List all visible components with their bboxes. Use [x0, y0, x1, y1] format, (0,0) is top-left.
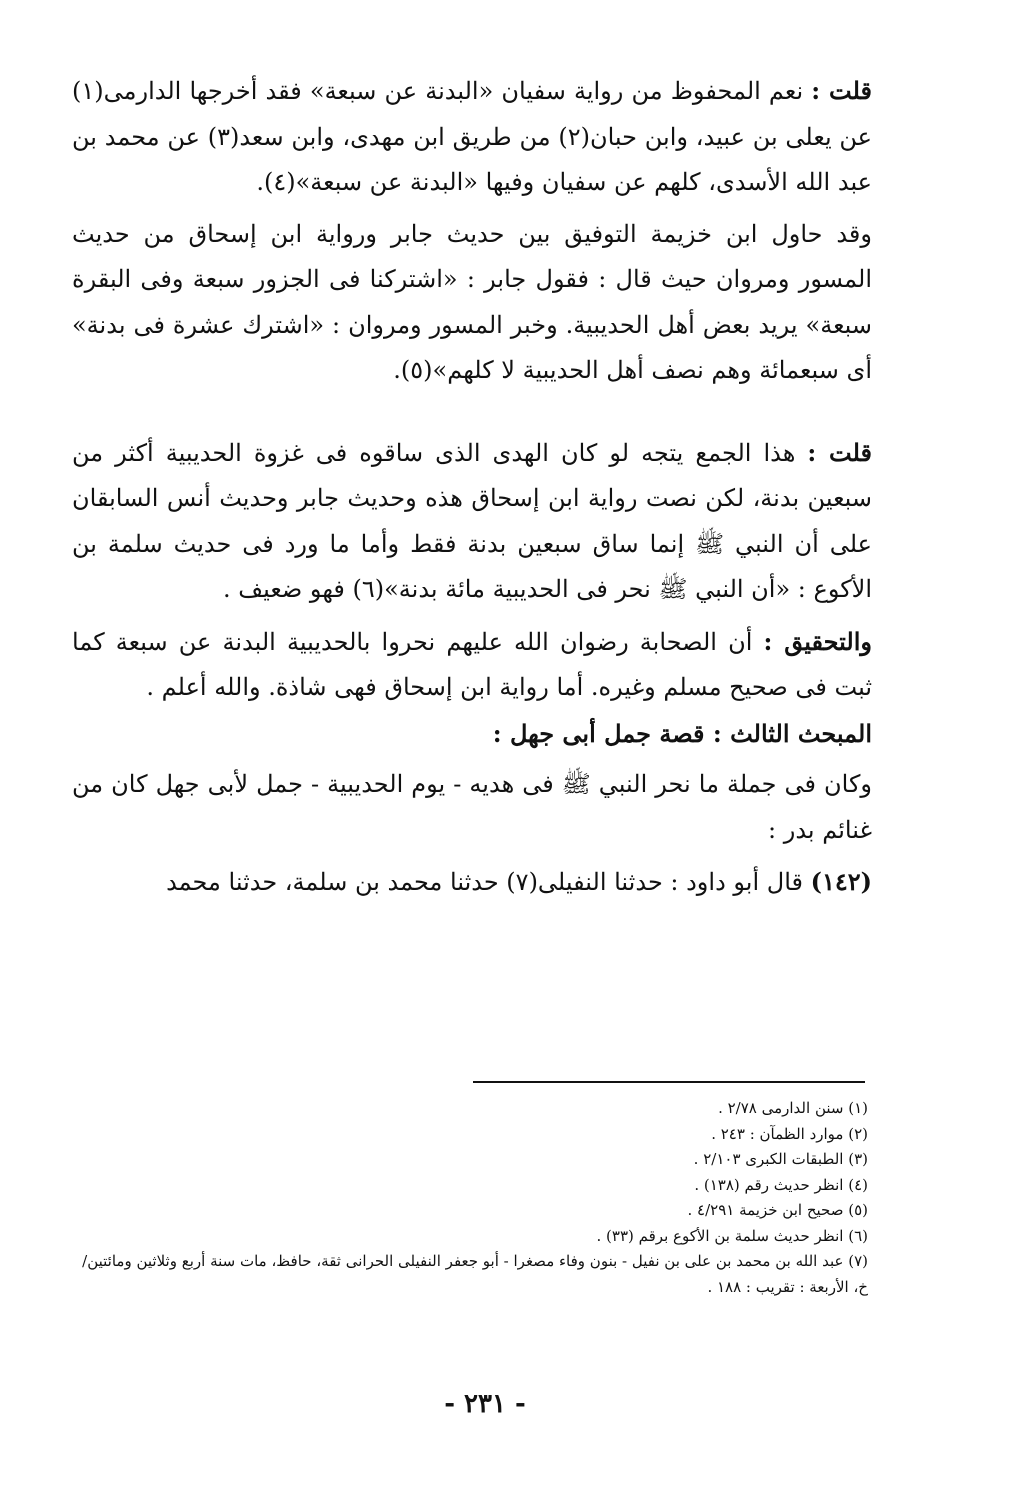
hadith-paragraph	[72, 859, 872, 906]
footnote-5: (٥) صحيح ابن خزيمة ٤/٢٩١ .	[687, 1201, 868, 1219]
page-number: - ٢٣١ -	[444, 1389, 526, 1419]
section-intro: وكان فى جملة ما نحر النبي ﷺ فى هديه - يوم الحديبية - جمل لأبى جهل كان من غنائم بدر :	[72, 770, 872, 844]
footnote-1: (١) سنن الدارمى ٢/٧٨ .	[718, 1099, 868, 1117]
paragraph-4-text: أن الصحابة رضوان الله عليهم نحروا بالحديبية البدنة عن سبعة كما ثبت فى صحيح مسلم وغيره. أما رواية ابن إسحاق فهى شاذة. والله أعلم .	[72, 627, 872, 701]
hadith-number: (١٤٢)	[810, 867, 872, 896]
footnote-2: (٢) موارد الظمآن : ٢٤٣ .	[711, 1124, 868, 1143]
paragraph-4-lead: والتحقيق :	[763, 626, 872, 656]
hadith-text: قال أبو داود : حدثنا النفيلى(٧) حدثنا محمد بن سلمة، حدثنا محمد	[166, 868, 811, 896]
footnote-divider	[473, 1081, 865, 1083]
footnote-3: (٣) الطبقات الكبرى ٢/١٠٣ .	[693, 1150, 868, 1168]
paragraph-2	[72, 212, 872, 394]
paragraph-3	[72, 430, 872, 613]
footnote-7: (٧) عبد الله بن محمد بن على بن نفيل - بنون وفاء مصغرا - أبو جعفر النفيلى الحرانى ثقة، حافظ، مات سنة أربع وثلاثين ومائتين/ خ، الأربعة : تقريب : ١٨٨ .	[82, 1252, 868, 1296]
main-text	[72, 68, 872, 906]
paragraph-1-text: نعم المحفوظ من رواية سفيان «البدنة عن سبعة» فقد أخرجها الدارمى(١) عن يعلى بن عبيد، وابن حبان(٢) من طريق ابن مهدى، وابن سعد(٣) عن محمد بن عبد الله الأسدى، كلهم عن سفيان وفيها «البدنة عن سبعة»(٤).	[72, 77, 873, 196]
paragraph-4	[72, 619, 872, 711]
paragraph-1-lead: قلت :	[811, 76, 872, 105]
footnotes	[78, 1096, 868, 1300]
footnote-4: (٤) انظر حديث رقم (١٣٨) .	[694, 1175, 868, 1194]
paragraph-1	[72, 68, 872, 206]
footnote-6: (٦) انظر حديث سلمة بن الأكوع برقم (٣٣) .	[596, 1226, 868, 1245]
paragraph-2-text: وقد حاول ابن خزيمة التوفيق بين حديث جابر ورواية ابن إسحاق من حديث المسور ومروان حيث قال : فقول جابر : «اشتركنا فى الجزور سبعة وفى البقرة سبعة» يريد بعض أهل الحديبية. وخبر المسور ومروان : «اشترك عشرة فى بدنة» أى سبعمائة وهم نصف أهل الحديبية لا كلهم»(٥).	[72, 219, 872, 384]
paragraph-3-lead: قلت :	[807, 437, 873, 467]
section-heading: المبحث الثالث : قصة جمل أبى جهل :	[492, 718, 872, 748]
paragraph-3-text: هذا الجمع يتجه لو كان الهدى الذى ساقوه فى غزوة الحديبية أكثر من سبعين بدنة، لكن نصت رواية ابن إسحاق هذه وحديث جابر وحديث أنس السابقان على أن النبي ﷺ إنما ساق سبعين بدنة فقط وأما ما ورد فى حديث سلمة بن الأكوع : «أن النبي ﷺ نحر فى الحديبية مائة بدنة»(٦) فهو ضعيف .	[72, 438, 872, 603]
